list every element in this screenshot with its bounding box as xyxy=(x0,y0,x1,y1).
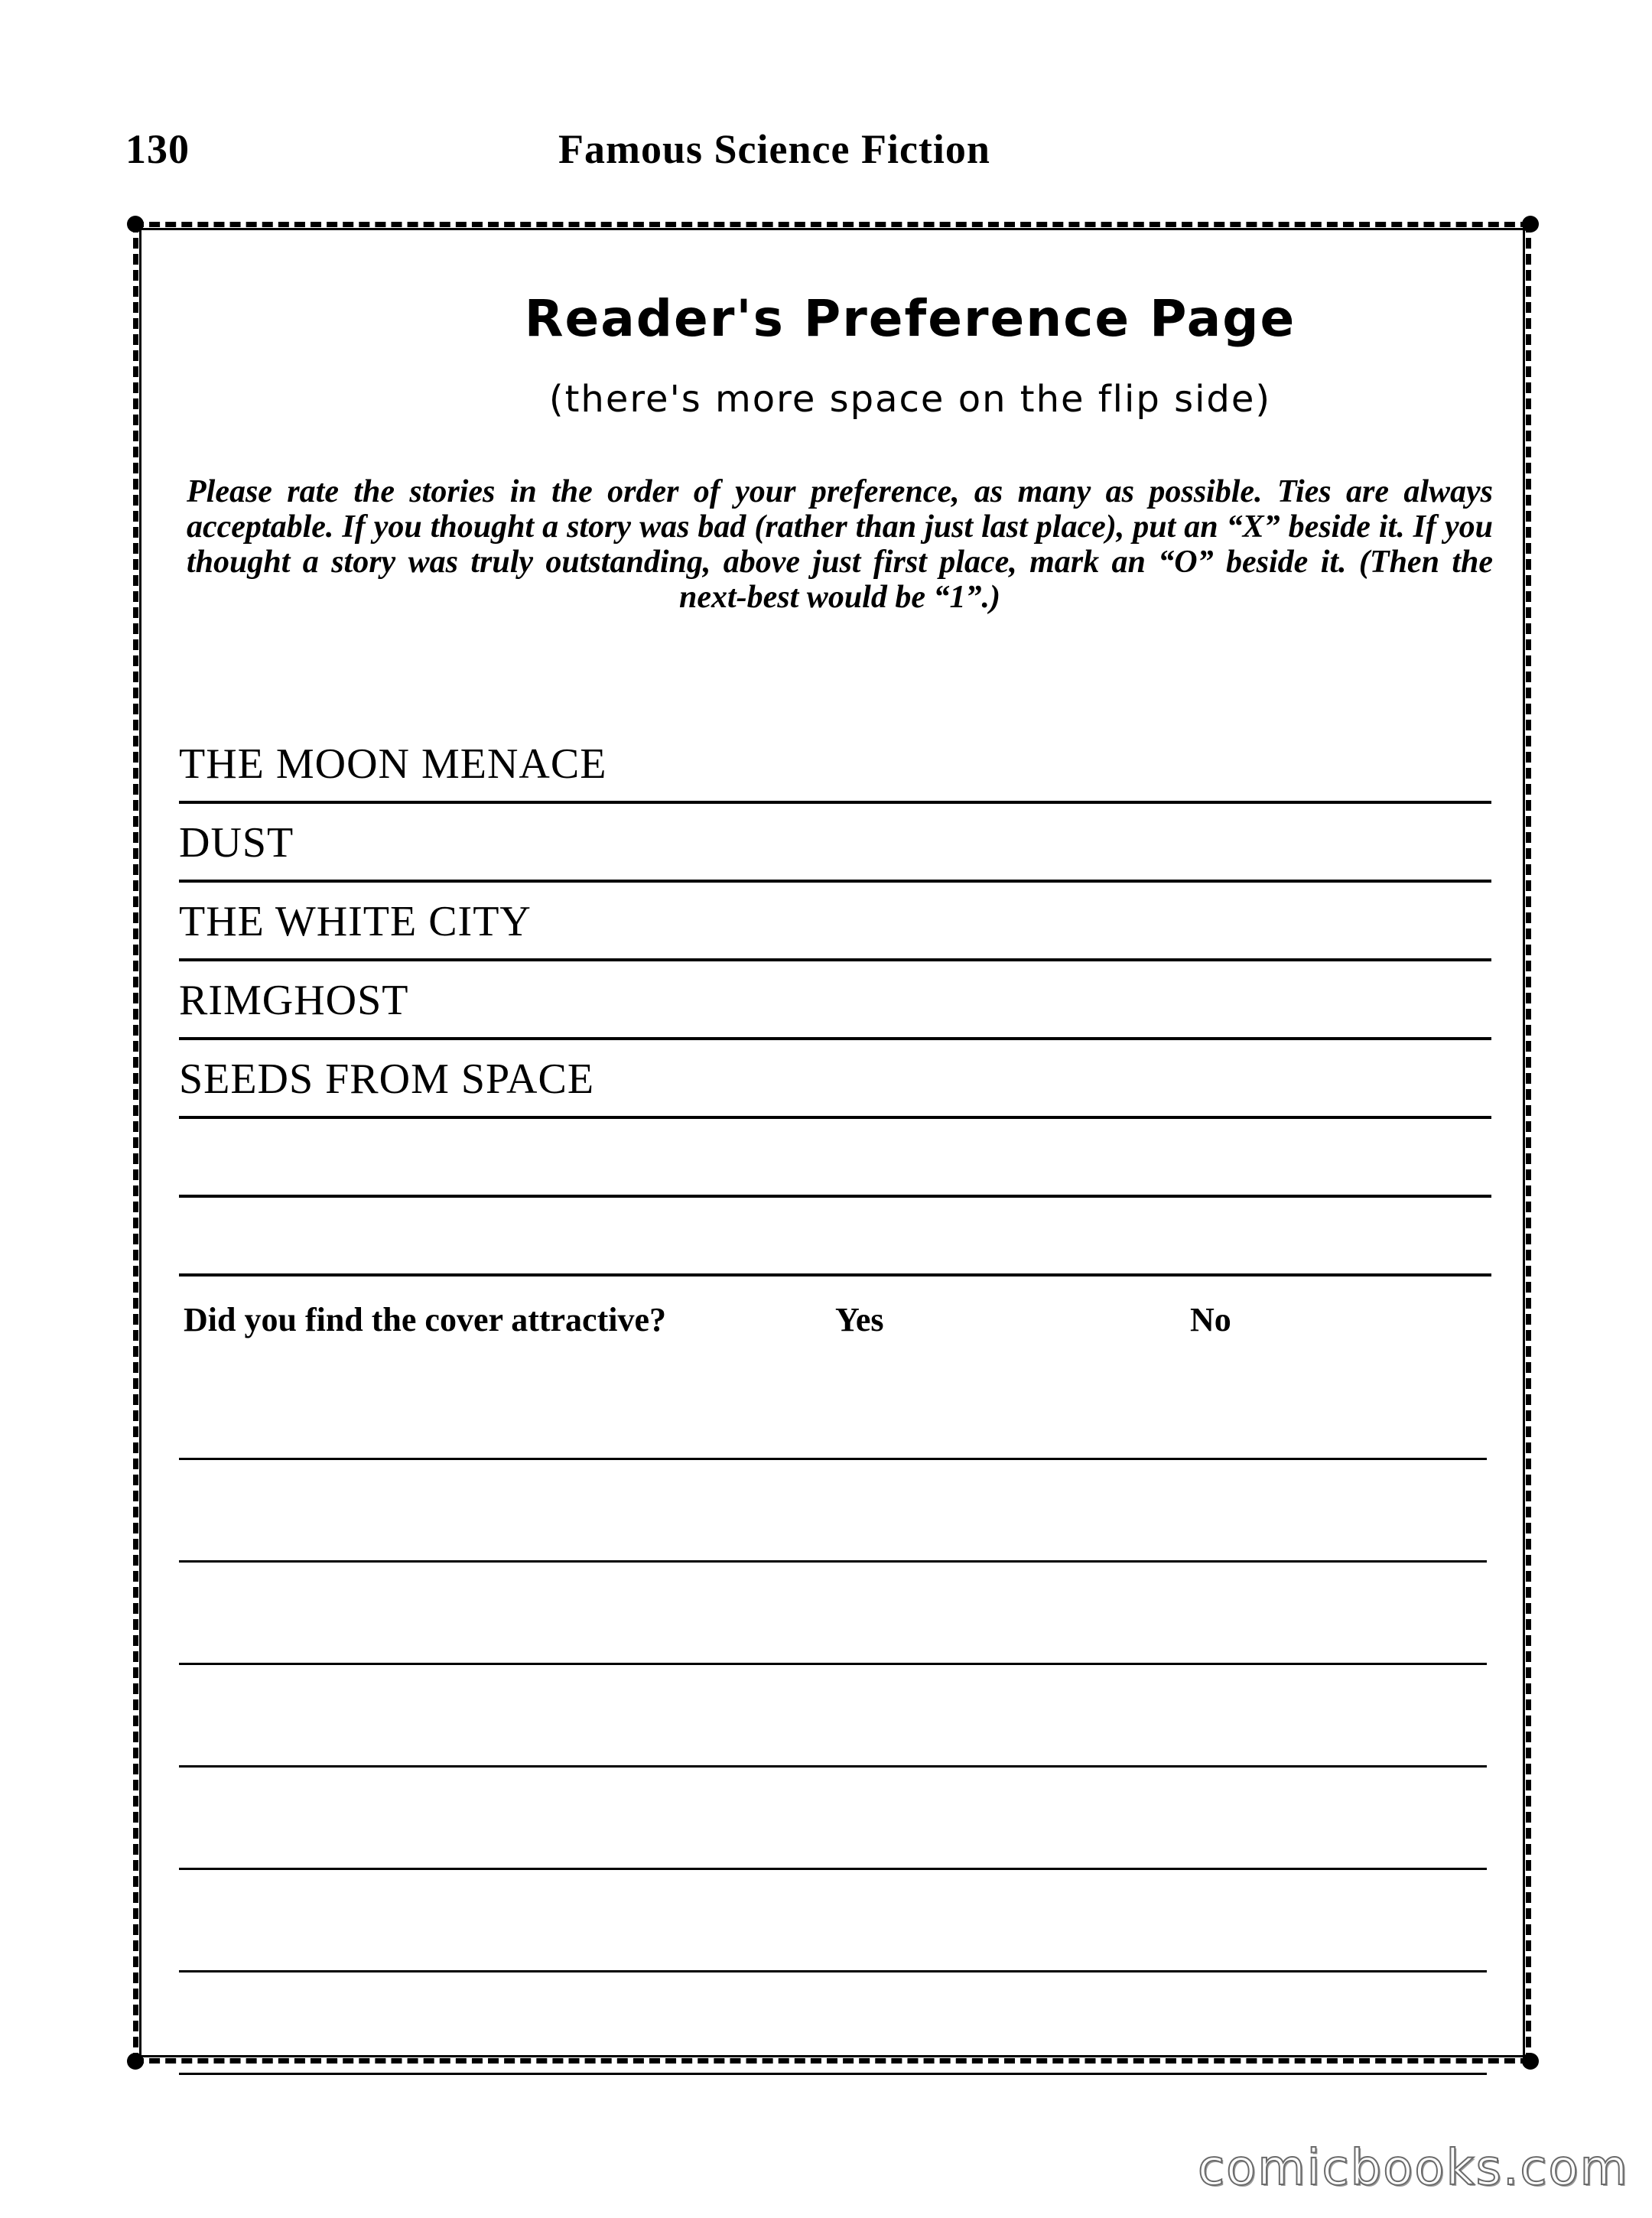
story-row[interactable] xyxy=(179,883,1491,961)
story-row[interactable] xyxy=(179,725,1491,804)
comment-line[interactable] xyxy=(179,1665,1487,1768)
story-title: DUST xyxy=(179,819,294,867)
frame-corner-ornament xyxy=(127,216,144,233)
form-title: Reader's Preference Page xyxy=(524,289,1296,348)
comment-line[interactable] xyxy=(179,1768,1487,1870)
story-row[interactable] xyxy=(179,961,1491,1040)
frame-corner-ornament xyxy=(1522,216,1539,233)
instructions-text: Please rate the stories in the order of your preference, as many as possible. Ties are always acceptable. If you thought a story was bad (rather than just last place), put an “X” beside it. If you thought a story was truly outstanding, above just first place, mark an “O” beside it. (Then the next-best would be “1”.) xyxy=(187,474,1493,615)
cover-yes-option[interactable]: Yes xyxy=(835,1301,884,1338)
comment-line[interactable] xyxy=(179,1870,1487,1972)
frame-corner-ornament xyxy=(1522,2053,1539,2070)
cover-question-label: Did you find the cover attractive? xyxy=(184,1301,666,1338)
story-row-blank[interactable] xyxy=(179,1198,1491,1276)
story-title: THE WHITE CITY xyxy=(179,898,532,945)
comment-line[interactable] xyxy=(179,1563,1487,1665)
cover-no-option[interactable]: No xyxy=(1190,1301,1231,1338)
form-subtitle: (there's more space on the flip side) xyxy=(548,378,1272,421)
story-title: SEEDS FROM SPACE xyxy=(179,1055,595,1103)
page-number: 130 xyxy=(125,126,190,172)
story-title: RIMGHOST xyxy=(179,977,409,1024)
comment-line[interactable] xyxy=(179,1972,1487,2075)
frame-corner-ornament xyxy=(127,2053,144,2070)
story-row[interactable] xyxy=(179,804,1491,883)
watermark: comicbooks.com xyxy=(1197,2140,1629,2197)
story-rating-list xyxy=(179,725,1491,1276)
story-title: THE MOON MENACE xyxy=(179,740,607,788)
story-row-blank[interactable] xyxy=(179,1119,1491,1198)
running-title: Famous Science Fiction xyxy=(558,126,990,172)
story-row[interactable] xyxy=(179,1040,1491,1119)
comment-lines xyxy=(179,1458,1487,2075)
comment-line[interactable] xyxy=(179,1460,1487,1563)
cover-question xyxy=(184,1300,1484,1346)
